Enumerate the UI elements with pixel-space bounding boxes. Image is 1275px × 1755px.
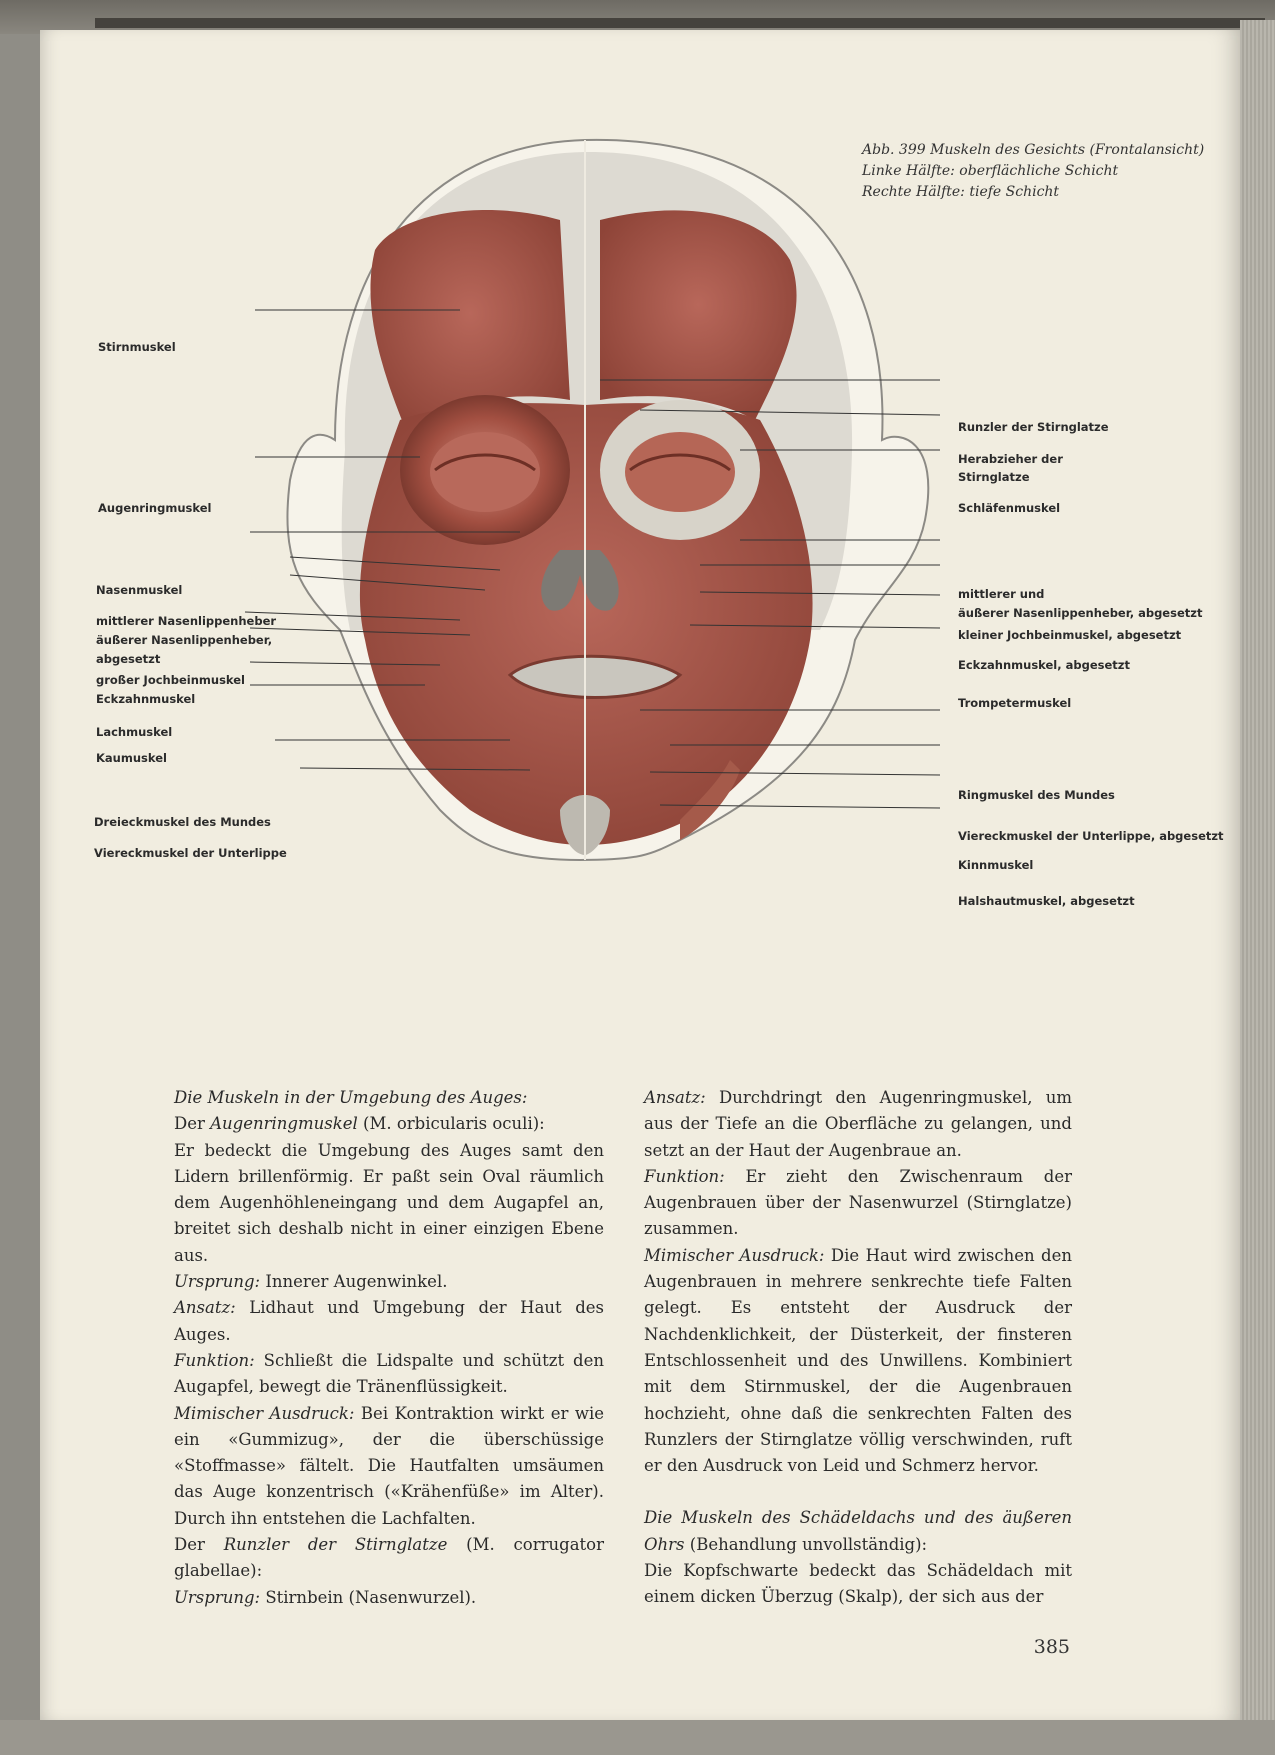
paragraph-gap [644, 1479, 1072, 1505]
label-eckzahnmuskel: Eckzahnmuskel [96, 692, 196, 706]
label-mittlerer-und: mittlerer und [958, 587, 1045, 601]
book-top-edge [0, 0, 1275, 34]
label-runzler: Runzler der Stirnglatze [958, 420, 1109, 434]
paragraph: Er bedeckt die Umgebung des Auges samt den Lidern brillenförmig. Er paßt sein Oval räumlich dem Augenhöhleneingang und dem Augapfel an, breitet sich deshalb nicht in einer einzigen Ebene aus. [174, 1140, 604, 1265]
label-augenringmuskel: Augenringmuskel [98, 501, 212, 515]
paragraph: Der Augenringmuskel (M. orbicularis oculi): [174, 1114, 545, 1134]
label-stirnglatze: Stirnglatze [958, 470, 1030, 484]
label-eckzahnmuskel-abgesetzt: Eckzahnmuskel, abgesetzt [958, 658, 1130, 672]
label-herabzieher: Herabzieher der [958, 452, 1063, 466]
figure-caption [862, 140, 1232, 203]
book-bottom-edge [0, 1720, 1275, 1755]
paragraph: Mimischer Ausdruck: Bei Kontraktion wirkt er wie ein «Gummizug», der die überschüssige «Stoffmasse» fältelt. Die Hautfalten umsäumen das Auge konzentrisch («Krähenfüße» im Alter). Durch ihn entstehen die Lachfalten. [174, 1403, 604, 1528]
label-mittlerer-nasenlippenheber: mittlerer Nasenlippenheber [96, 614, 277, 628]
paragraph: Mimischer Ausdruck: Die Haut wird zwischen den Augenbrauen in mehrere senkrechte tiefe Falten gelegt. Es entsteht der Ausdruck der Nachdenklichkeit, der Düsterkeit, der finsteren Entschlossenheit und des Unwillens. Kombiniert mit dem Stirnmuskel, der die Augenbrauen hochzieht, ohne daß die senkrechten Falten des Runzlers der Stirnglatze völlig verschwinden, ruft er den Ausdruck von Leid und Schmerz hervor. [644, 1245, 1073, 1476]
label-halshautmuskel: Halshautmuskel, abgesetzt [958, 894, 1135, 908]
label-viereckmuskel-abgesetzt: Viereckmuskel der Unterlippe, abgesetzt [958, 829, 1224, 843]
label-aeusserer-nasenlippenheber-abgesetzt: äußerer Nasenlippenheber, abgesetzt [958, 606, 1203, 620]
paragraph: Die Kopfschwarte bedeckt das Schädeldach mit einem dicken Überzug (Skalp), der sich aus der [644, 1561, 1072, 1607]
text-column-right [644, 1085, 1072, 1611]
label-lachmuskel: Lachmuskel [96, 725, 173, 739]
paragraph: Ursprung: Innerer Augenwinkel. [174, 1272, 448, 1292]
paragraph: Ursprung: Stirnbein (Nasenwurzel). [174, 1587, 477, 1607]
label-abgesetzt: abgesetzt [96, 652, 161, 666]
label-dreieckmuskel: Dreieckmuskel des Mundes [94, 815, 271, 829]
caption-left-half: Linke Hälfte: oberflächliche Schicht [862, 163, 1119, 179]
paragraph: Funktion: Schließt die Lidspalte und schützt den Augapfel, bewegt die Tränenflüssigkeit. [174, 1350, 604, 1397]
section-heading-schaedeldach: Die Muskeln des Schädeldachs und des äußeren Ohrs (Behandlung unvollständig): [644, 1508, 1072, 1554]
eye-right [625, 432, 735, 512]
label-kaumuskel: Kaumuskel [96, 751, 167, 765]
label-kleiner-jochbeinmuskel: kleiner Jochbeinmuskel, abgesetzt [958, 628, 1182, 642]
forehead-muscle-right [600, 210, 797, 420]
page-number: 385 [1033, 1636, 1070, 1658]
label-trompetermuskel: Trompetermuskel [958, 696, 1072, 710]
label-nasenmuskel: Nasenmuskel [96, 583, 183, 597]
paragraph: Funktion: Er zieht den Zwischenraum der Augenbrauen über der Nasenwurzel (Stirnglatze) zusammen. [644, 1166, 1072, 1239]
paragraph: Ansatz: Lidhaut und Umgebung der Haut des Auges. [174, 1298, 604, 1344]
paragraph: Der Runzler der Stirnglatze (M. corrugator glabellae): [174, 1535, 604, 1581]
label-viereckmuskel: Viereckmuskel der Unterlippe [94, 846, 287, 860]
label-grosser-jochbeinmuskel: großer Jochbeinmuskel [96, 673, 245, 687]
text-column-left [174, 1085, 604, 1611]
section-heading-auge: Die Muskeln in der Umgebung des Auges: [174, 1088, 528, 1107]
caption-right-half: Rechte Hälfte: tiefe Schicht [862, 184, 1060, 200]
binding-strip [95, 18, 1265, 28]
label-kinnmuskel: Kinnmuskel [958, 858, 1034, 872]
label-ringmuskel: Ringmuskel des Mundes [958, 788, 1115, 802]
label-stirnmuskel: Stirnmuskel [98, 340, 176, 354]
paragraph: Ansatz: Durchdringt den Augenringmuskel, um aus der Tiefe an die Oberfläche zu gelangen, und setzt an der Haut der Augenbraue an. [644, 1088, 1072, 1160]
eye-left [430, 432, 540, 512]
label-aeusserer-nasenlippenheber: äußerer Nasenlippenheber, [96, 633, 273, 647]
label-schlaefenmuskel: Schläfenmuskel [958, 501, 1061, 515]
caption-title: Abb. 399 Muskeln des Gesichts (Frontalansicht) [862, 142, 1205, 158]
book-cover-edge [1240, 20, 1275, 1755]
